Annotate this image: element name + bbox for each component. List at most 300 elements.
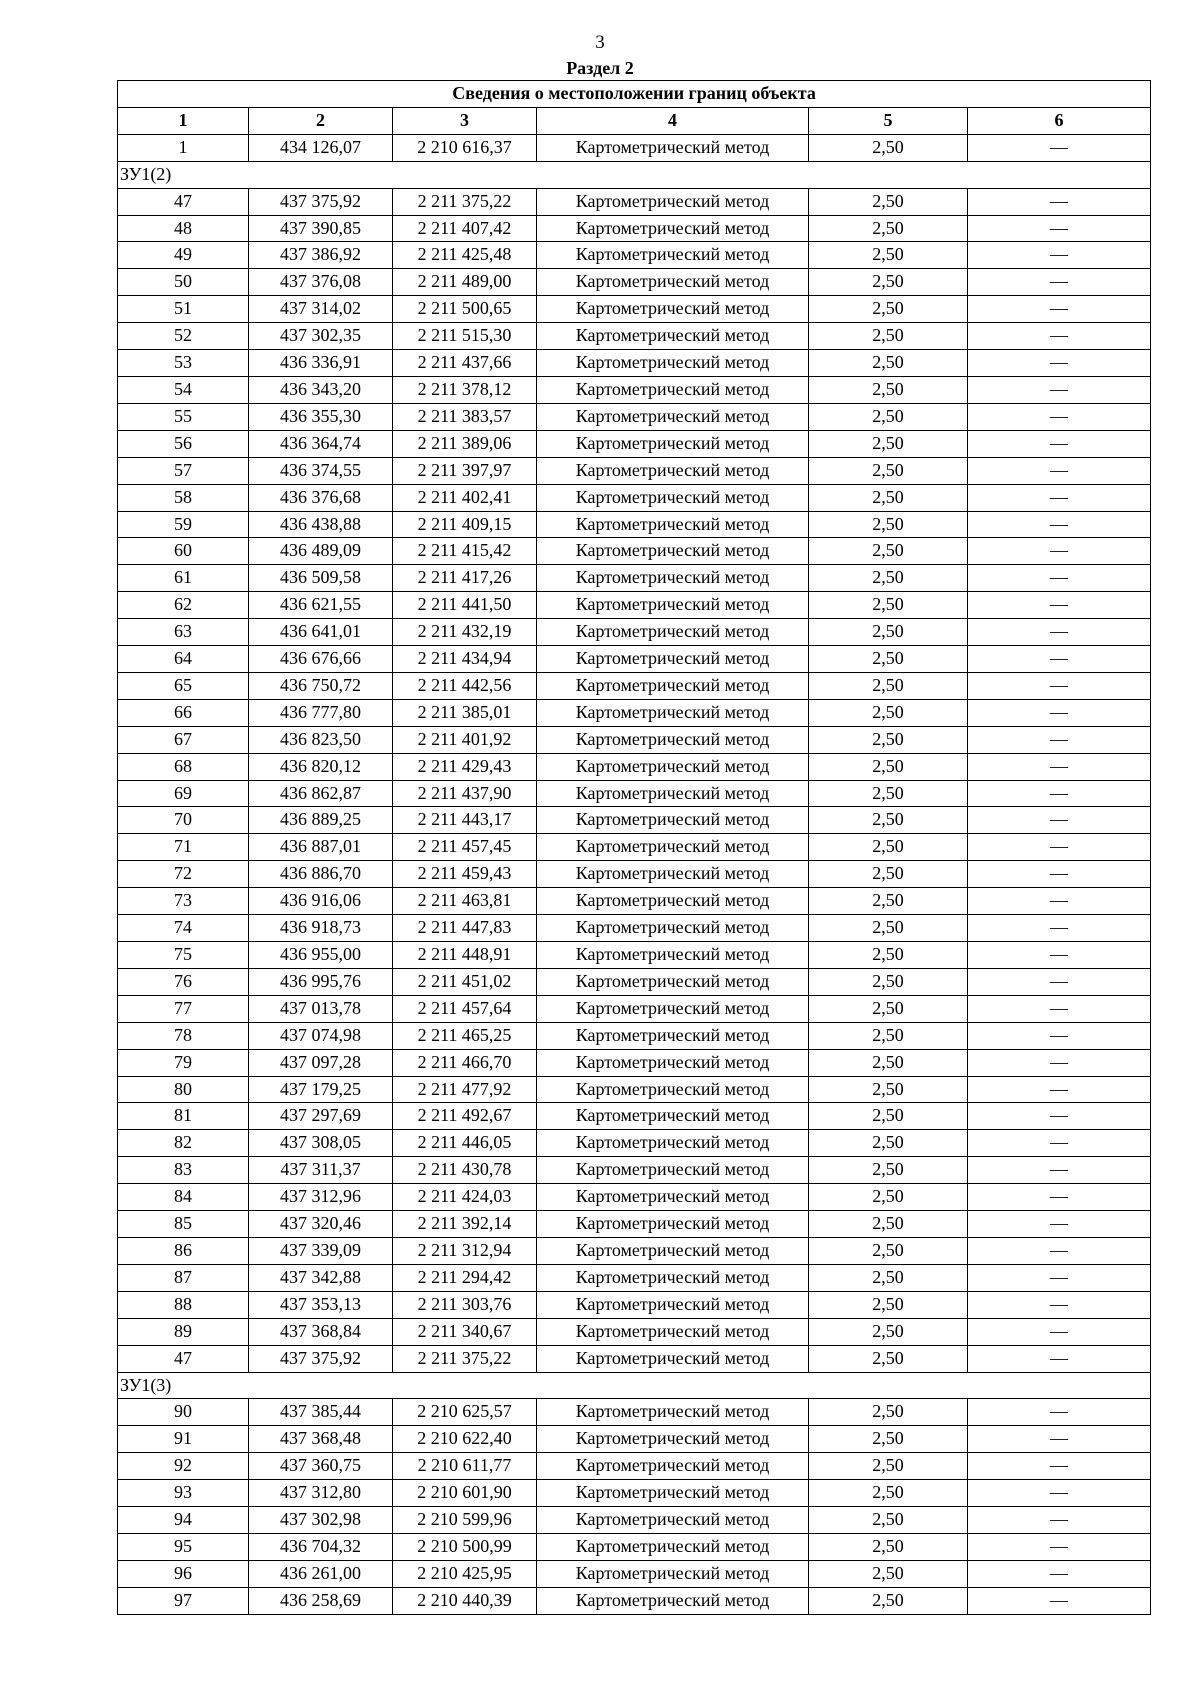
table-row xyxy=(118,484,1151,511)
table-cell: Картометрический метод xyxy=(537,1022,809,1049)
table-row xyxy=(118,1480,1151,1507)
table-cell: 2 211 383,57 xyxy=(393,403,537,430)
table-cell: 436 336,91 xyxy=(249,350,393,377)
table-cell: 89 xyxy=(118,1318,249,1345)
table-cell: Картометрический метод xyxy=(537,457,809,484)
table-cell: — xyxy=(968,1507,1151,1534)
table-cell: 437 308,05 xyxy=(249,1130,393,1157)
table-cell: 95 xyxy=(118,1533,249,1560)
table-cell: Картометрический метод xyxy=(537,484,809,511)
table-cell: 2 211 417,26 xyxy=(393,565,537,592)
table-cell: 2,50 xyxy=(809,1560,968,1587)
table-cell: 2 211 375,22 xyxy=(393,188,537,215)
table-cell: 61 xyxy=(118,565,249,592)
table-row xyxy=(118,134,1151,161)
table-cell: — xyxy=(968,350,1151,377)
table-cell: — xyxy=(968,968,1151,995)
table-cell: — xyxy=(968,915,1151,942)
table-cell: — xyxy=(968,430,1151,457)
table-row xyxy=(118,1103,1151,1130)
table-cell: 58 xyxy=(118,484,249,511)
table-cell: 437 013,78 xyxy=(249,995,393,1022)
table-cell: 2,50 xyxy=(809,1453,968,1480)
table-cell: 2,50 xyxy=(809,834,968,861)
table-cell: 83 xyxy=(118,1157,249,1184)
table-cell: 437 353,13 xyxy=(249,1291,393,1318)
table-cell: 437 339,09 xyxy=(249,1237,393,1264)
table-cell: 2,50 xyxy=(809,403,968,430)
table-cell: 437 368,84 xyxy=(249,1318,393,1345)
table-cell: 2 211 402,41 xyxy=(393,484,537,511)
table-cell: 87 xyxy=(118,1264,249,1291)
table-cell: 2,50 xyxy=(809,350,968,377)
table-row xyxy=(118,1291,1151,1318)
column-header: 5 xyxy=(809,107,968,134)
table-row xyxy=(118,511,1151,538)
table-row xyxy=(118,350,1151,377)
table-cell: 53 xyxy=(118,350,249,377)
table-cell: 437 312,80 xyxy=(249,1480,393,1507)
table-cell: 2 211 312,94 xyxy=(393,1237,537,1264)
table-cell: 2 211 500,65 xyxy=(393,296,537,323)
table-row xyxy=(118,646,1151,673)
table-cell: Картометрический метод xyxy=(537,350,809,377)
table-cell: 437 074,98 xyxy=(249,1022,393,1049)
table-cell: 437 312,96 xyxy=(249,1184,393,1211)
table-cell: — xyxy=(968,269,1151,296)
table-cell: — xyxy=(968,1453,1151,1480)
table-cell: 436 374,55 xyxy=(249,457,393,484)
table-cell: 2 211 407,42 xyxy=(393,215,537,242)
table-cell: — xyxy=(968,1480,1151,1507)
table-cell: — xyxy=(968,188,1151,215)
table-cell: 2 211 492,67 xyxy=(393,1103,537,1130)
table-cell: Картометрический метод xyxy=(537,269,809,296)
table-cell: 2,50 xyxy=(809,1237,968,1264)
table-cell: — xyxy=(968,1184,1151,1211)
table-cell: 2 211 451,02 xyxy=(393,968,537,995)
table-cell: 2,50 xyxy=(809,269,968,296)
table-cell: Картометрический метод xyxy=(537,753,809,780)
table-row xyxy=(118,1318,1151,1345)
table-cell: Картометрический метод xyxy=(537,1184,809,1211)
table-cell: 2,50 xyxy=(809,1533,968,1560)
table-cell: Картометрический метод xyxy=(537,1076,809,1103)
table-cell: 2,50 xyxy=(809,699,968,726)
table-cell: 436 621,55 xyxy=(249,592,393,619)
table-cell: 2,50 xyxy=(809,457,968,484)
table-row xyxy=(118,323,1151,350)
table-cell: 437 386,92 xyxy=(249,242,393,269)
table-cell: Картометрический метод xyxy=(537,619,809,646)
table-row xyxy=(118,780,1151,807)
table-cell: — xyxy=(968,1022,1151,1049)
table-cell: — xyxy=(968,242,1151,269)
table-cell: Картометрический метод xyxy=(537,296,809,323)
table-cell: 437 376,08 xyxy=(249,269,393,296)
table-row xyxy=(118,1049,1151,1076)
table-cell: 2 211 430,78 xyxy=(393,1157,537,1184)
table-cell: Картометрический метод xyxy=(537,376,809,403)
table-cell: 2,50 xyxy=(809,780,968,807)
table-cell: 437 385,44 xyxy=(249,1399,393,1426)
table-cell: Картометрический метод xyxy=(537,968,809,995)
group-row xyxy=(118,1372,1151,1399)
table-cell: Картометрический метод xyxy=(537,1426,809,1453)
table-cell: 48 xyxy=(118,215,249,242)
table-cell: 436 509,58 xyxy=(249,565,393,592)
table-cell: 75 xyxy=(118,942,249,969)
table-cell: 2,50 xyxy=(809,1426,968,1453)
table-cell: 2,50 xyxy=(809,753,968,780)
table-cell: — xyxy=(968,646,1151,673)
table-cell: Картометрический метод xyxy=(537,215,809,242)
table-row xyxy=(118,1453,1151,1480)
table-cell: 2 211 385,01 xyxy=(393,699,537,726)
table-cell: 434 126,07 xyxy=(249,134,393,161)
table-row xyxy=(118,403,1151,430)
table-cell: Картометрический метод xyxy=(537,915,809,942)
table-cell: 2 211 340,67 xyxy=(393,1318,537,1345)
column-header: 4 xyxy=(537,107,809,134)
table-row xyxy=(118,1426,1151,1453)
table-cell: 2,50 xyxy=(809,619,968,646)
table-cell: 2,50 xyxy=(809,1076,968,1103)
table-cell: Картометрический метод xyxy=(537,834,809,861)
table-cell: Картометрический метод xyxy=(537,1130,809,1157)
table-cell: 2,50 xyxy=(809,376,968,403)
table-cell: 436 704,32 xyxy=(249,1533,393,1560)
table-cell: 437 375,92 xyxy=(249,188,393,215)
table-row xyxy=(118,942,1151,969)
table-cell: 2 211 447,83 xyxy=(393,915,537,942)
table-cell: 2 211 429,43 xyxy=(393,753,537,780)
table-cell: 88 xyxy=(118,1291,249,1318)
table-cell: 78 xyxy=(118,1022,249,1049)
table-cell: Картометрический метод xyxy=(537,403,809,430)
table-cell: Картометрический метод xyxy=(537,242,809,269)
table-cell: 80 xyxy=(118,1076,249,1103)
table-cell: 2,50 xyxy=(809,672,968,699)
table-cell: — xyxy=(968,861,1151,888)
table-cell: 2 211 434,94 xyxy=(393,646,537,673)
table-cell: 2 211 401,92 xyxy=(393,726,537,753)
table-cell: 436 438,88 xyxy=(249,511,393,538)
table-cell: 51 xyxy=(118,296,249,323)
table-caption-row xyxy=(118,81,1151,108)
table-row xyxy=(118,699,1151,726)
table-cell: 437 314,02 xyxy=(249,296,393,323)
table-cell: 56 xyxy=(118,430,249,457)
table-cell: 2 210 500,99 xyxy=(393,1533,537,1560)
column-header: 1 xyxy=(118,107,249,134)
table-cell: — xyxy=(968,215,1151,242)
table-body xyxy=(118,134,1151,1614)
table-cell: 72 xyxy=(118,861,249,888)
table-cell: — xyxy=(968,1103,1151,1130)
table-cell: Картометрический метод xyxy=(537,1237,809,1264)
table-cell: 49 xyxy=(118,242,249,269)
table-cell: 68 xyxy=(118,753,249,780)
table-cell: 86 xyxy=(118,1237,249,1264)
table-cell: Картометрический метод xyxy=(537,1103,809,1130)
table-cell: 2 211 424,03 xyxy=(393,1184,537,1211)
table-cell: — xyxy=(968,1291,1151,1318)
table-cell: Картометрический метод xyxy=(537,511,809,538)
table-cell: 2 211 443,17 xyxy=(393,807,537,834)
table-cell: Картометрический метод xyxy=(537,1533,809,1560)
table-cell: Картометрический метод xyxy=(537,538,809,565)
table-cell: Картометрический метод xyxy=(537,188,809,215)
table-cell: 2,50 xyxy=(809,484,968,511)
table-cell: Картометрический метод xyxy=(537,592,809,619)
page-number: 3 xyxy=(595,32,605,53)
table-cell: 436 355,30 xyxy=(249,403,393,430)
table-row xyxy=(118,1237,1151,1264)
table-cell: 47 xyxy=(118,1345,249,1372)
table-cell: 2 210 625,57 xyxy=(393,1399,537,1426)
table-cell: 436 376,68 xyxy=(249,484,393,511)
table-cell: 2 211 409,15 xyxy=(393,511,537,538)
table-cell: — xyxy=(968,888,1151,915)
table-cell: — xyxy=(968,1533,1151,1560)
table-caption: Сведения о местоположении границ объекта xyxy=(118,81,1151,108)
table-cell: 436 886,70 xyxy=(249,861,393,888)
table-cell: 2,50 xyxy=(809,968,968,995)
table-cell: 2,50 xyxy=(809,1184,968,1211)
table-cell: 74 xyxy=(118,915,249,942)
table-cell: Картометрический метод xyxy=(537,134,809,161)
table-cell: 2 211 378,12 xyxy=(393,376,537,403)
table-cell: 59 xyxy=(118,511,249,538)
table-cell: 47 xyxy=(118,188,249,215)
table-row xyxy=(118,672,1151,699)
table-cell: 93 xyxy=(118,1480,249,1507)
table-cell: Картометрический метод xyxy=(537,1211,809,1238)
table-cell: — xyxy=(968,995,1151,1022)
table-cell: Картометрический метод xyxy=(537,1560,809,1587)
table-cell: — xyxy=(968,1049,1151,1076)
table-cell: 65 xyxy=(118,672,249,699)
table-cell: 2 211 437,90 xyxy=(393,780,537,807)
group-label: ЗУ1(2) xyxy=(118,161,1151,188)
table-cell: — xyxy=(968,807,1151,834)
table-cell: 55 xyxy=(118,403,249,430)
table-cell: Картометрический метод xyxy=(537,646,809,673)
table-cell: — xyxy=(968,619,1151,646)
table-row xyxy=(118,619,1151,646)
table-cell: 82 xyxy=(118,1130,249,1157)
table-cell: Картометрический метод xyxy=(537,780,809,807)
table-cell: 2,50 xyxy=(809,1130,968,1157)
table-row xyxy=(118,1587,1151,1614)
table-cell: 2,50 xyxy=(809,296,968,323)
table-cell: 2,50 xyxy=(809,807,968,834)
table-cell: 2 210 622,40 xyxy=(393,1426,537,1453)
table-cell: 2 211 392,14 xyxy=(393,1211,537,1238)
table-cell: 2,50 xyxy=(809,1264,968,1291)
table-row xyxy=(118,1022,1151,1049)
table-cell: — xyxy=(968,296,1151,323)
table-row xyxy=(118,995,1151,1022)
table-row xyxy=(118,915,1151,942)
table-cell: 69 xyxy=(118,780,249,807)
table-row xyxy=(118,242,1151,269)
table-cell: 436 889,25 xyxy=(249,807,393,834)
table-cell: 2 211 437,66 xyxy=(393,350,537,377)
table-cell: — xyxy=(968,1426,1151,1453)
table-cell: — xyxy=(968,592,1151,619)
table-row xyxy=(118,753,1151,780)
table-cell: 70 xyxy=(118,807,249,834)
table-cell: 436 343,20 xyxy=(249,376,393,403)
table-cell: — xyxy=(968,323,1151,350)
table-cell: Картометрический метод xyxy=(537,888,809,915)
table-cell: 436 887,01 xyxy=(249,834,393,861)
table-cell: 436 820,12 xyxy=(249,753,393,780)
table-cell: 2 211 432,19 xyxy=(393,619,537,646)
table-cell: 2,50 xyxy=(809,1480,968,1507)
table-cell: 71 xyxy=(118,834,249,861)
table-cell: — xyxy=(968,1587,1151,1614)
table-row xyxy=(118,1157,1151,1184)
table-row xyxy=(118,807,1151,834)
section-title: Раздел 2 xyxy=(566,58,634,78)
table-cell: 436 995,76 xyxy=(249,968,393,995)
table-cell: 77 xyxy=(118,995,249,1022)
table-cell: — xyxy=(968,834,1151,861)
table-row xyxy=(118,1533,1151,1560)
table-cell: Картометрический метод xyxy=(537,726,809,753)
table-cell: 52 xyxy=(118,323,249,350)
table-cell: 2,50 xyxy=(809,511,968,538)
table-cell: 436 641,01 xyxy=(249,619,393,646)
table-cell: — xyxy=(968,1399,1151,1426)
table-row xyxy=(118,968,1151,995)
table-cell: — xyxy=(968,511,1151,538)
table-cell: Картометрический метод xyxy=(537,942,809,969)
table-row xyxy=(118,215,1151,242)
table-cell: 2,50 xyxy=(809,1291,968,1318)
table-cell: 2,50 xyxy=(809,1345,968,1372)
boundary-coordinates-table xyxy=(117,80,1151,1615)
table-cell: 2 211 489,00 xyxy=(393,269,537,296)
table-cell: 437 302,98 xyxy=(249,1507,393,1534)
table-row xyxy=(118,1399,1151,1426)
table-cell: 81 xyxy=(118,1103,249,1130)
table-cell: 67 xyxy=(118,726,249,753)
table-cell: 2,50 xyxy=(809,915,968,942)
table-cell: Картометрический метод xyxy=(537,672,809,699)
table-cell: 2 211 515,30 xyxy=(393,323,537,350)
table-cell: 97 xyxy=(118,1587,249,1614)
table-cell: 96 xyxy=(118,1560,249,1587)
table-cell: Картометрический метод xyxy=(537,323,809,350)
table-cell: 2,50 xyxy=(809,1103,968,1130)
table-row xyxy=(118,1264,1151,1291)
table-cell: 2,50 xyxy=(809,134,968,161)
table-row xyxy=(118,1345,1151,1372)
column-header-row xyxy=(118,107,1151,134)
table-cell: — xyxy=(968,753,1151,780)
table-cell: 437 375,92 xyxy=(249,1345,393,1372)
table-cell: Картометрический метод xyxy=(537,1291,809,1318)
table-cell: 2,50 xyxy=(809,1399,968,1426)
table-cell: 2 210 425,95 xyxy=(393,1560,537,1587)
table-cell: — xyxy=(968,942,1151,969)
table-cell: 2,50 xyxy=(809,1211,968,1238)
table-cell: Картометрический метод xyxy=(537,1264,809,1291)
table-cell: 436 955,00 xyxy=(249,942,393,969)
table-cell: Картометрический метод xyxy=(537,1507,809,1534)
table-cell: 2 211 448,91 xyxy=(393,942,537,969)
table-cell: — xyxy=(968,1560,1151,1587)
table-cell: Картометрический метод xyxy=(537,565,809,592)
table-row xyxy=(118,430,1151,457)
table-cell: Картометрический метод xyxy=(537,1453,809,1480)
table-cell: 2 211 441,50 xyxy=(393,592,537,619)
table-cell: 2,50 xyxy=(809,1157,968,1184)
table-cell: — xyxy=(968,1345,1151,1372)
table-cell: 2 210 599,96 xyxy=(393,1507,537,1534)
table-cell: 2,50 xyxy=(809,1022,968,1049)
table-cell: 2 211 389,06 xyxy=(393,430,537,457)
table-cell: — xyxy=(968,726,1151,753)
table-cell: — xyxy=(968,565,1151,592)
table-cell: 90 xyxy=(118,1399,249,1426)
table-cell: — xyxy=(968,780,1151,807)
table-cell: 2 211 457,45 xyxy=(393,834,537,861)
table-cell: Картометрический метод xyxy=(537,1157,809,1184)
table-cell: — xyxy=(968,672,1151,699)
table-cell: 436 489,09 xyxy=(249,538,393,565)
table-cell: 2,50 xyxy=(809,1049,968,1076)
table-cell: 2,50 xyxy=(809,538,968,565)
table-cell: Картометрический метод xyxy=(537,1049,809,1076)
table-row xyxy=(118,1211,1151,1238)
table-cell: 2 210 601,90 xyxy=(393,1480,537,1507)
table-row xyxy=(118,538,1151,565)
table-cell: — xyxy=(968,1237,1151,1264)
table-cell: 1 xyxy=(118,134,249,161)
table-cell: 436 258,69 xyxy=(249,1587,393,1614)
table-cell: 94 xyxy=(118,1507,249,1534)
table-row xyxy=(118,592,1151,619)
table-cell: 2,50 xyxy=(809,430,968,457)
table-row xyxy=(118,376,1151,403)
column-header: 2 xyxy=(249,107,393,134)
table-row xyxy=(118,726,1151,753)
table-cell: — xyxy=(968,376,1151,403)
table-cell: 57 xyxy=(118,457,249,484)
table-cell: 2 211 446,05 xyxy=(393,1130,537,1157)
table-cell: 73 xyxy=(118,888,249,915)
table-cell: 436 918,73 xyxy=(249,915,393,942)
table-cell: Картометрический метод xyxy=(537,861,809,888)
table-cell: 2 210 611,77 xyxy=(393,1453,537,1480)
table-row xyxy=(118,1184,1151,1211)
table-cell: 2 211 463,81 xyxy=(393,888,537,915)
table-row xyxy=(118,834,1151,861)
table-cell: 436 777,80 xyxy=(249,699,393,726)
table-cell: 64 xyxy=(118,646,249,673)
table-row xyxy=(118,1076,1151,1103)
table-cell: 436 823,50 xyxy=(249,726,393,753)
table-cell: 2,50 xyxy=(809,1587,968,1614)
table-row xyxy=(118,1560,1151,1587)
table-cell: 2 211 442,56 xyxy=(393,672,537,699)
table-cell: 85 xyxy=(118,1211,249,1238)
